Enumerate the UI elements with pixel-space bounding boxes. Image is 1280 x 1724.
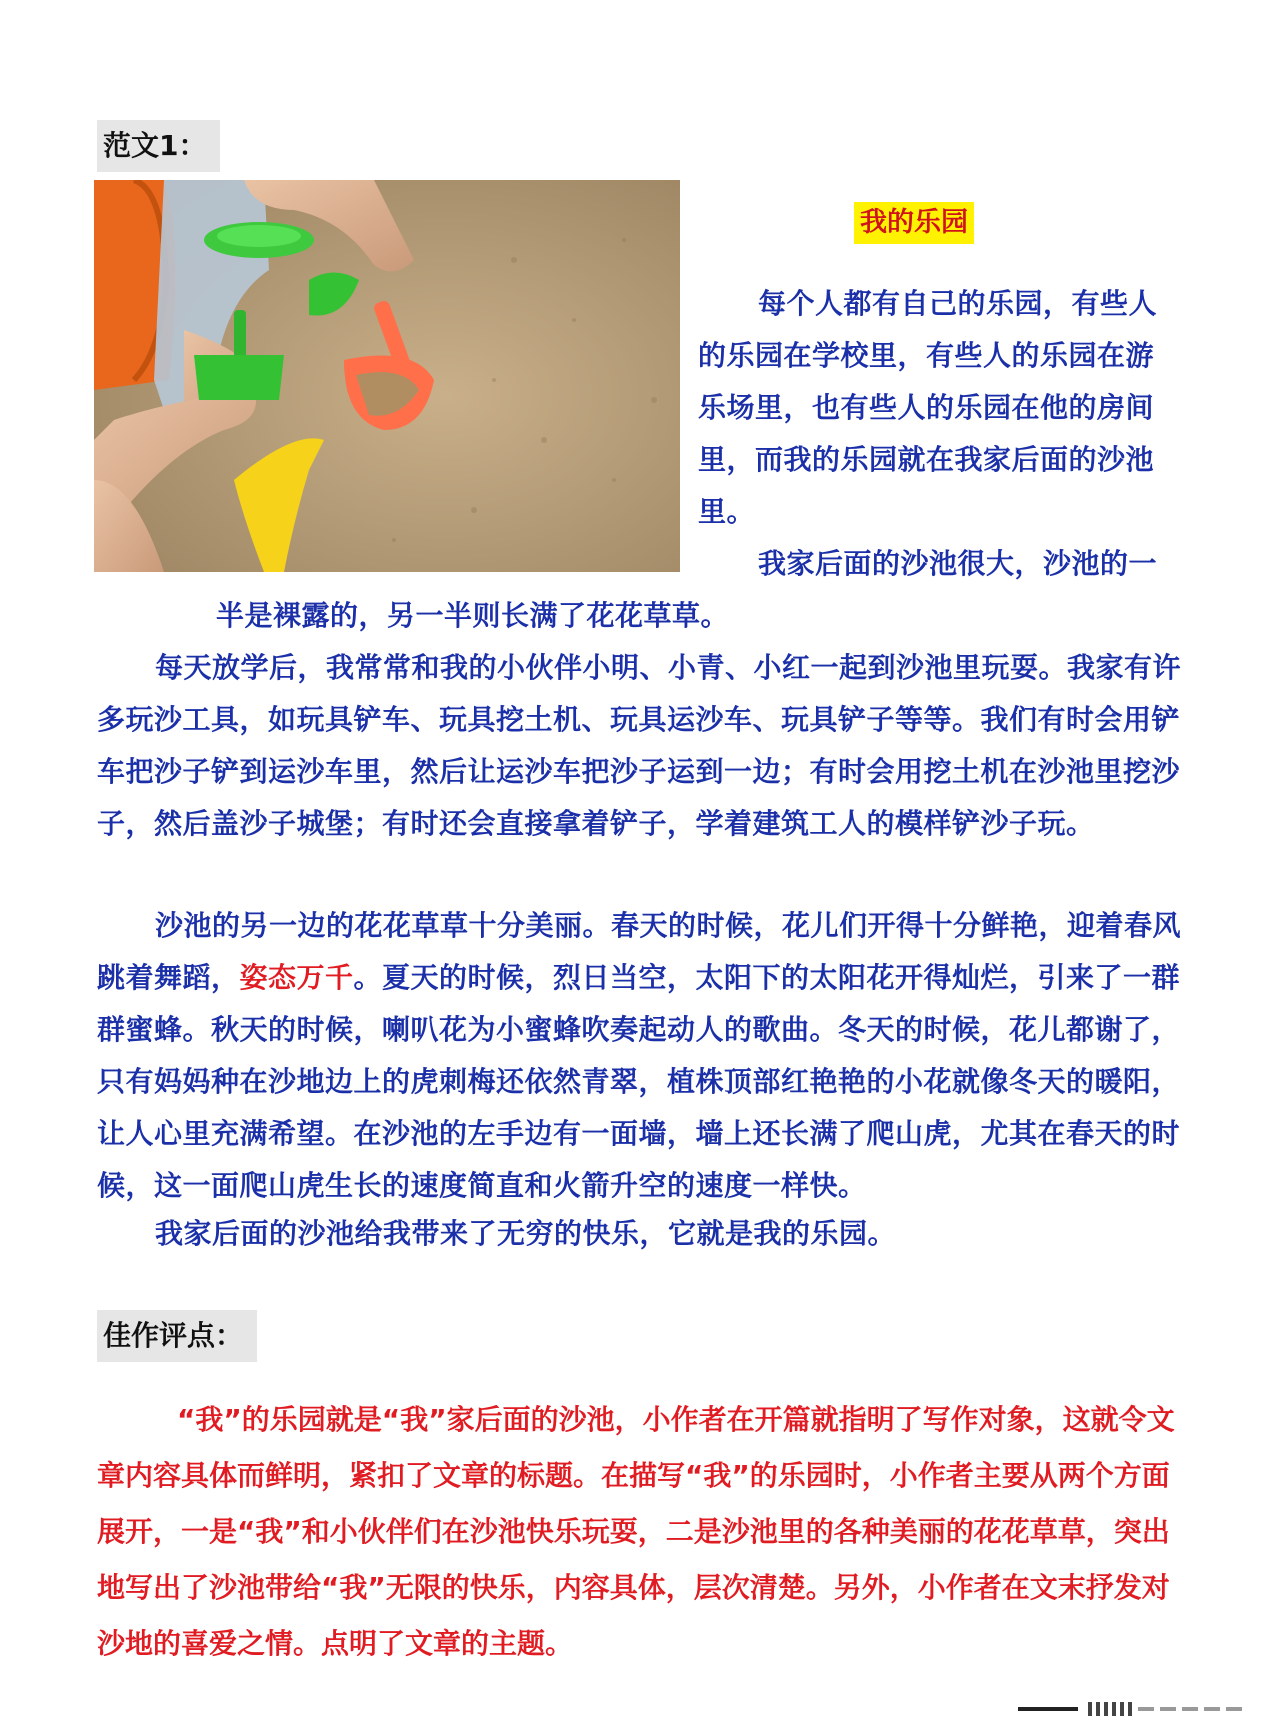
essay-right-column [698,278,1188,590]
paragraph-5: 我家后面的沙池给我带来了无穷的快乐，它就是我的乐园。 [155,1217,897,1250]
section-label-review: 佳作评点： [97,1310,257,1362]
section-label-example: 范文1： [97,120,220,172]
paragraph-line: 的乐园在学校里，有些人的乐园在游 [698,339,1155,372]
paragraph-4: 沙池的另一边的花花草草十分美丽。春天的时候，花儿们开得十分鲜艳，迎着春风跳着舞蹈，姿态万千。夏天的时候，烈日当空，太阳下的太阳花开得灿烂，引来了一群群蜜蜂。秋天的时候，喇叭花为小蜜蜂吹奏起动人的歌曲。冬天的时候，花儿都谢了，只有妈妈种在沙地边上的虎刺梅还依然青翠，植株顶部红艳艳的小花就像冬天的暖阳，让人心里充满希望。在沙池的左手边有一面墙，墙上还长满了爬山虎，尤其在春天的时候，这一面爬山虎生长的速度简直和火箭升空的速度一样快。 [97,909,1182,1202]
paragraph-line: 里。 [698,495,756,528]
paragraph-line: 乐场里，也有些人的乐园在他的房间 [698,391,1155,424]
paragraph-line: 每个人都有自己的乐园，有些人 [758,287,1158,320]
review-text: “我”的乐园就是“我”家后面的沙池，小作者在开篇就指明了写作对象，这就令文章内容具体而鲜明，紧扣了文章的标题。在描写“我”的乐园时，小作者主要从两个方面展开，一是“我”和小伙伴们在沙池快乐玩耍，二是沙池里的各种美丽的花花草草，突出地写出了沙池带给“我”无限的快乐，内容具体，层次清楚。另外，小作者在文末抒发对沙地的喜爱之情。点明了文章的主题。 [97,1403,1175,1660]
paragraph-line: 里，而我的乐园就在我家后面的沙池 [698,443,1155,476]
paragraph-line: 我家后面的沙池很大，沙池的一 [758,547,1158,580]
essay-title: 我的乐园 [854,202,974,244]
sandbox-photo [94,180,680,572]
essay-title-wrap [854,202,974,244]
scroll-indicator-icon [1018,1700,1258,1718]
highlight-phrase: 姿态万千 [239,961,354,994]
paragraph-2-continuation: 半是裸露的，另一半则长满了花花草草。 [216,599,730,632]
paragraph-3: 每天放学后，我常常和我的小伙伴小明、小青、小红一起到沙池里玩耍。我家有许多玩沙工具，如玩具铲车、玩具挖土机、玩具运沙车、玩具铲子等等。我们有时会用铲车把沙子铲到运沙车里，然后让运沙车把沙子运到一边；有时会用挖土机在沙池里挖沙子，然后盖沙子城堡；有时还会直接拿着铲子，学着建筑工人的模样铲沙子玩。 [97,651,1182,840]
